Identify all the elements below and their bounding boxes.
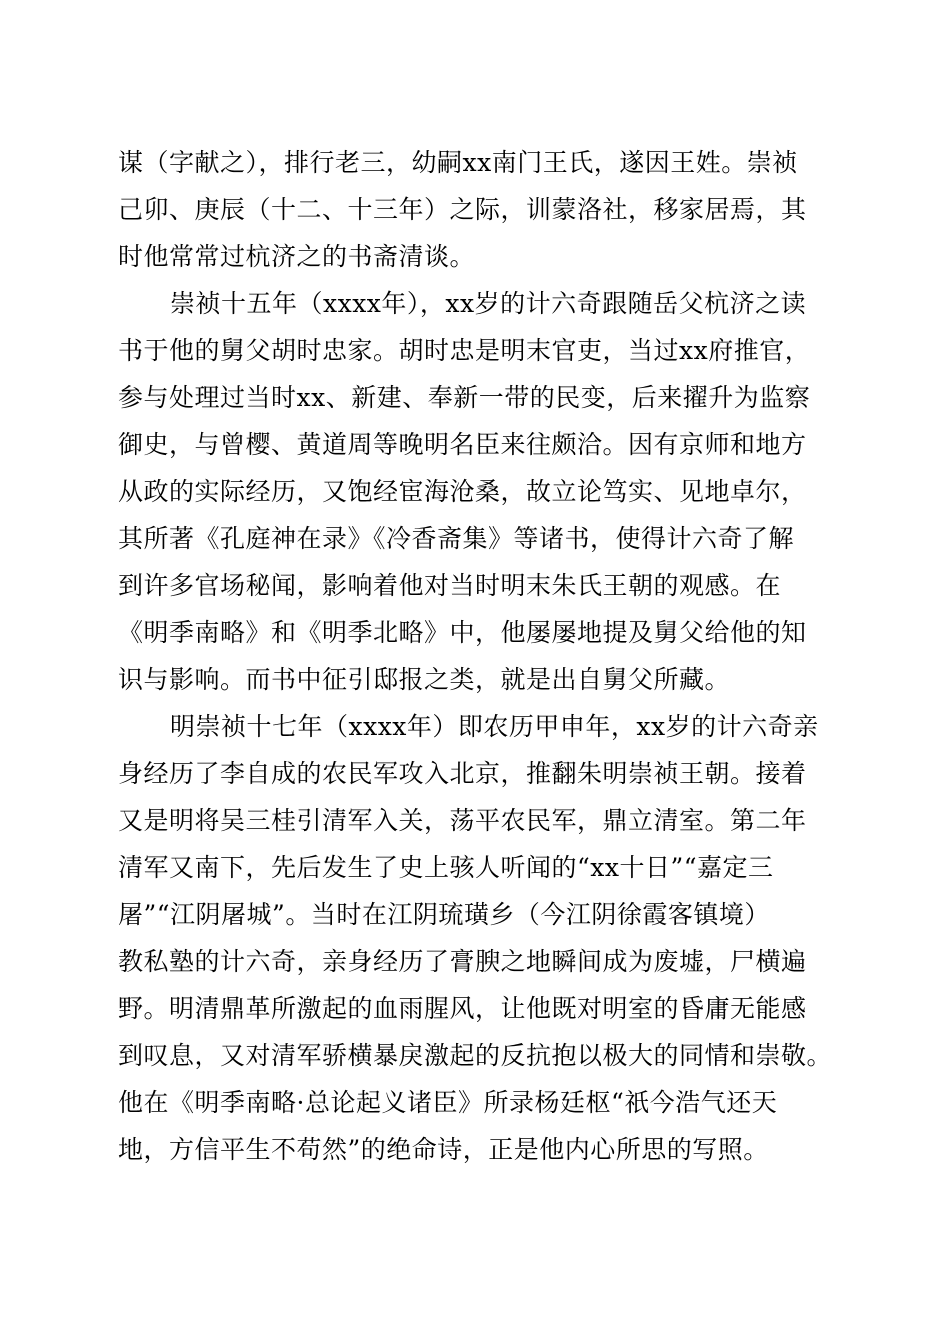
paragraph-2-line-3: 参与处理过当时xx、新建、奉新一带的民变，后来擢升为监察	[118, 383, 811, 412]
paragraph-2-line-6: 其所著《孔庭神在录》《冷香斋集》等诸书，使得计六奇了解	[118, 524, 795, 553]
paragraph-3-line-3: 又是明将吴三桂引清军入关，荡平农民军，鼎立清室。第二年	[118, 806, 807, 835]
paragraph-3-line-7: 野。明清鼎革所激起的血雨腥风，让他既对明室的昏庸无能感	[118, 994, 807, 1023]
paragraph-3-line-9: 他在《明季南略·总论起义诸臣》所录杨廷枢“祇今浩气还天	[118, 1088, 778, 1117]
paragraph-2-line-9: 识与影响。而书中征引邸报之类，就是出自舅父所藏。	[118, 665, 731, 694]
paragraph-3-line-2: 身经历了李自成的农民军攻入北京，推翻朱明崇祯王朝。接着	[118, 759, 807, 788]
paragraph-2-line-7: 到许多官场秘闻，影响着他对当时明末朱氏王朝的观感。在	[118, 571, 782, 600]
paragraph-2-line-5: 从政的实际经历，又饱经宦海沧桑，故立论笃实、见地卓尔，	[118, 477, 807, 506]
paragraph-1-line-3: 时他常常过杭济之的书斋清谈。	[118, 242, 476, 271]
paragraph-1-line-1: 谋（字献之），排行老三，幼嗣xx南门王氏，遂因王姓。崇祯	[118, 148, 798, 177]
paragraph-2-line-2: 书于他的舅父胡时忠家。胡时忠是明末官吏，当过xx府推官，	[118, 336, 811, 365]
paragraph-3-line-4: 清军又南下，先后发生了史上骇人听闻的“xx十日”“嘉定三	[118, 853, 774, 882]
paragraph-1-line-2: 己卯、庚辰（十二、十三年）之际，训蒙洛社，移家居焉，其	[118, 195, 807, 224]
paragraph-3-line-5: 屠”“江阴屠城”。当时在江阴琉璜乡（今江阴徐霞客镇境）	[118, 900, 770, 929]
paragraph-3-line-10: 地，方信平生不苟然”的绝命诗，正是他内心所思的写照。	[118, 1135, 769, 1164]
paragraph-2-line-4: 御史，与曾樱、黄道周等晚明名臣来往颇洽。因有京师和地方	[118, 430, 807, 459]
paragraph-2-line-1: 崇祯十五年（xxxx年），xx岁的计六奇跟随岳父杭济之读	[170, 289, 807, 318]
paragraph-3-line-8: 到叹息，又对清军骄横暴戾激起的反抗抱以极大的同情和崇敬。	[118, 1041, 833, 1070]
paragraph-3-line-6: 教私塾的计六奇，亲身经历了膏腴之地瞬间成为废墟，尸横遍	[118, 947, 807, 976]
paragraph-3-line-1: 明崇祯十七年（xxxx年）即农历甲申年，xx岁的计六奇亲	[170, 712, 819, 741]
paragraph-2-line-8: 《明季南略》和《明季北略》中，他屡屡地提及舅父给他的知	[118, 618, 807, 647]
